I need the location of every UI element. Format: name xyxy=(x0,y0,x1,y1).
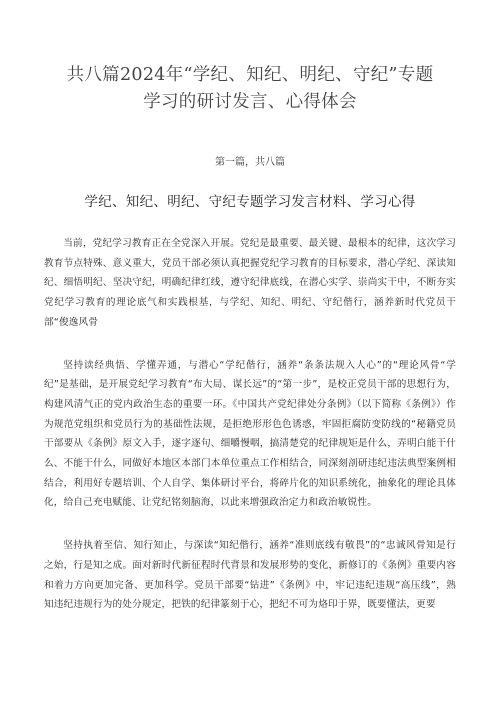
part-label: 第一篇，共八篇 xyxy=(215,157,285,168)
paragraph: 当前，党纪学习教育正在全党深入开展。党纪是最重要、最关键、最根本的纪律，这次学习教育节点特殊、意义重大，党员干部必须认真把握党纪学习教育的目标要求，潜心学纪、深读知纪、细悟明纪、坚决守纪，明确纪律红线，遵守纪律底线，在潜心实学、崇尚实干中，不断夯实党纪学习教育的理论底气和实践根基，与学纪、知纪、明纪、守纪偕行，涵养新时代党员干部“俊逸风骨 xyxy=(44,238,456,328)
section-title: 学纪、知纪、明纪、守纪专题学习发言材料、学习心得 xyxy=(84,194,416,210)
document-title: 共八篇2024年“学纪、知纪、明纪、守纪”专题学习的研讨发言、心得体会 xyxy=(66,65,434,112)
document-body xyxy=(44,234,456,615)
paragraph: 坚持读经典悟、学懂弄通，与潜心“学纪偕行，涵养“条条法规入人心”的“理论风骨“学纪”是基础，是开展党纪学习教育“布大局、谋长远”的“第一步”，是校正党员干部的思想行为，构建风清气正的党内政治生态的重要一环。《中国共产党纪律处分条例》（以下简称《条例》）作为规范党组织和党员行为的基础性法规，是拒绝形形色色诱惑，牢固拒腐防变防线的“秘籍党员干部要从《条例》原文入手，逐字逐句、细嚼慢咽，搞清楚党的纪律规矩是什么，弄明白能干什么、不能干什么，同做好本地区本部门本单位重点工作相结合，同深刻剖研违纪违法典型案例相结合，利用好专题培训、个人自学、集体研讨平台，将碎片化的知识系统化，抽象化的理论具体化，给自己充电赋能、让党纪铭刻脑海，以此来增强政治定力和政治敏锐性。 xyxy=(44,359,456,509)
paragraph: 坚持执着至信、知行知止，与深读“知纪偕行，涵养“准则底线有敬畏”的“忠诚风骨知是行之始，行是知之成。面对新时代新征程时代背景和发展形势的变化，新修订的《条例》重要内容和着力方向更加完备、更加科学。党员干部要“钻进”《条例》中，牢记违纪违规“高压线”，熟知违纪违规行为的处分规定，把铁的纪律篆刻于心，把纪不可为烙印于界，既要懂法，更要 xyxy=(44,540,456,611)
